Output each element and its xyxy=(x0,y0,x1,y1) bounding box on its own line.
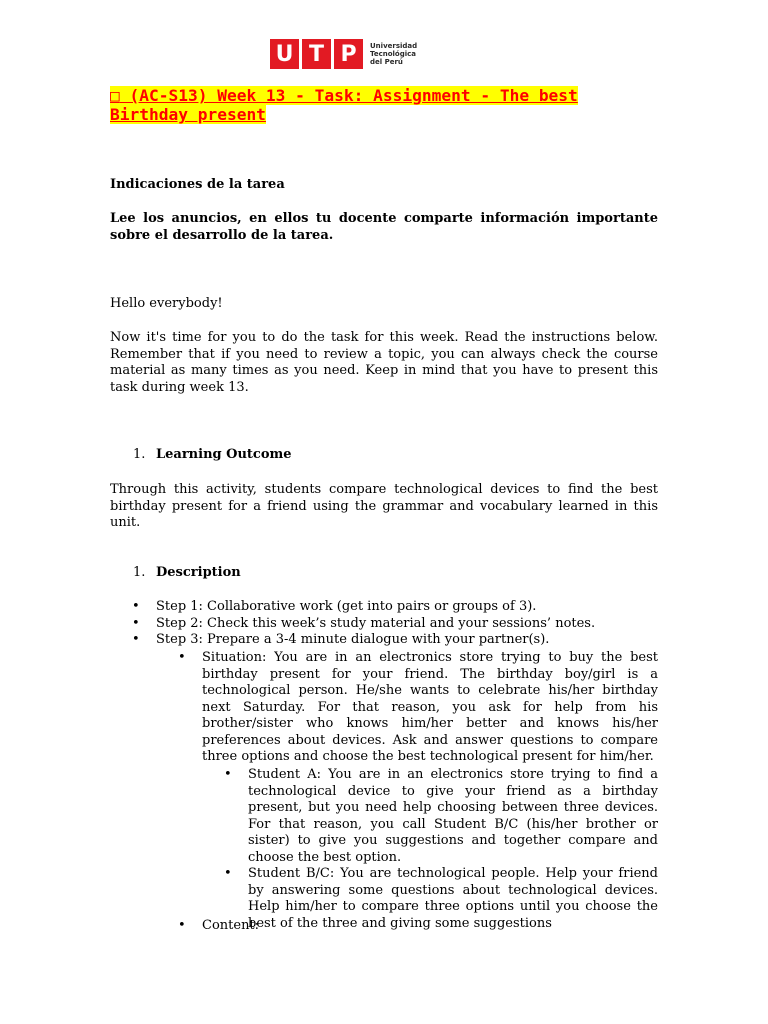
description-number: 1. xyxy=(133,565,146,580)
title-text: (AC-S13) Week 13 - Task: Assignment - The best Birthday present xyxy=(110,86,578,124)
logo-university-name xyxy=(370,42,417,66)
intro-paragraph: Now it's time for you to do the task for this week. Read the instructions below. Remember that if you need to review a topic, you can always check the course material as many times as you need. Keep in mind that you have to present this task during week 13. xyxy=(110,330,658,395)
description-heading: Description xyxy=(156,565,241,580)
content-list xyxy=(202,918,658,935)
logo-letter-u: U xyxy=(270,39,299,69)
title-box-glyph: □ xyxy=(110,86,120,105)
students-list xyxy=(248,767,658,932)
list-item-content: • Content: xyxy=(202,918,658,935)
learning-outcome-number: 1. xyxy=(133,447,146,462)
greeting: Hello everybody! xyxy=(110,296,223,311)
learning-outcome-heading: Learning Outcome xyxy=(156,447,292,462)
list-item-step-3: • Step 3: Prepare a 3-4 minute dialogue with your partner(s). xyxy=(156,632,658,649)
learning-outcome-text: Through this activity, students compare technological devices to find the best birthday present for a friend using the grammar and vocabulary learned in this unit. xyxy=(110,482,658,530)
page-title[interactable] xyxy=(110,86,658,124)
indicaciones-text: Lee los anuncios, en ellos tu docente comparte información importante sobre el desarrollo de la tarea. xyxy=(110,211,658,243)
steps-list xyxy=(156,599,658,649)
list-item-step-2: • Step 2: Check this week’s study material and your sessions’ notes. xyxy=(156,616,658,633)
logo-text-line-3: del Perú xyxy=(370,58,403,66)
utp-logo xyxy=(270,38,417,70)
list-item-step-1: • Step 1: Collaborative work (get into pairs or groups of 3). xyxy=(156,599,658,616)
logo-letter-p: P xyxy=(334,39,363,69)
list-item-student-a: • Student A: You are in an electronics store trying to find a technological device to give your friend as a birthday present, but you need help choosing between three devices. For that reason, you call Student B/C (his/her brother or sister) to give you suggestions and together compare and choose the best option. xyxy=(248,767,658,866)
logo-text-line-1: Universidad xyxy=(370,42,418,50)
logo-letter-t: T xyxy=(302,39,331,69)
list-item-student-bc: • Student B/C: You are technological people. Help your friend by answering some questions about technological devices. Help him/her to compare three options until you choose the best of the three and giving some suggestions xyxy=(248,866,658,932)
situation-list xyxy=(202,650,658,766)
logo-text-line-2: Tecnológica xyxy=(370,50,417,58)
list-item-situation: • Situation: You are in an electronics store trying to buy the best birthday present for your friend. The birthday boy/girl is a technological person. He/she wants to celebrate his/her birthday next Saturday. For that reason, you ask for help from his brother/sister who knows him/her better and knows his/her preferences about devices. Ask and answer questions to compare three options and choose the best technological present for him/her. xyxy=(202,650,658,766)
indicaciones-heading: Indicaciones de la tarea xyxy=(110,177,285,192)
